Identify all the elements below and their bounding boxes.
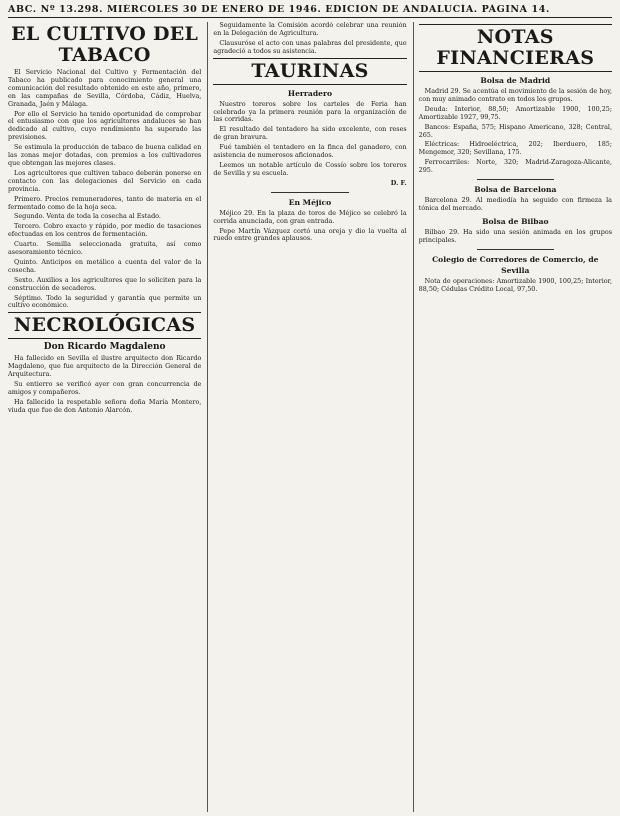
paragraph: Pepe Martín Vázquez cortó una oreja y dio la vuelta al ruedo entre grandes aplausos. <box>213 226 407 243</box>
paragraph: Deuda: Interior, 88,50; Amortizable 1900, 100,25; Amortizable 1927, 99,75. <box>418 104 612 121</box>
paragraph: Sexto. Auxilios a los agricultores que lo soliciten para la construcción de secaderos. <box>8 275 202 292</box>
paragraph: El Servicio Nacional del Cultivo y Fermentación del Tabaco ha publicado para conocimiento general una comunicación del resultado obtenido en este año, primero, en las campañas de Sevilla, Córdoba, Cádiz, Huelva, Granada, Jaén y Málaga. <box>8 68 202 108</box>
divider <box>477 249 554 250</box>
subtitle-bolsa-barcelona: Bolsa de Barcelona <box>474 185 557 195</box>
paragraph: Eléctricas: Hidroeléctrica, 202; Iberduero, 185; Mengemor, 320; Sevillana, 175. <box>418 140 612 157</box>
section-title-taurinas: TAURINAS <box>213 58 406 85</box>
paragraph: Séptimo. Todo la seguridad y garantía que permite un cultivo económico. <box>8 293 202 310</box>
paragraph: Nuestro toreros sobre los carteles de Feria han celebrado ya la primera reunión para la organización de las corridas. <box>213 99 407 124</box>
paragraph: Clausuróse el acto con unas palabras del presidente, que agradeció a todos su asistencia. <box>213 38 407 55</box>
paragraph: Ha fallecido en Sevilla el ilustre arquitecto don Ricardo Magdaleno, que fue arquitecto de la Dirección General de Arquitectura. <box>8 354 202 379</box>
obituary-subtitle: Don Ricardo Magdaleno <box>43 342 166 353</box>
paragraph: Primero. Precios remuneradores, tanto de materia en el fermentado como de la hoja seca. <box>8 194 202 211</box>
columns <box>8 22 612 812</box>
subtitle-bolsa-bilbao: Bolsa de Bilbao <box>482 216 549 226</box>
paragraph: Ferrocarriles: Norte, 320; Madrid-Zaragoza-Alicante, 295. <box>418 158 612 175</box>
paragraph: Méjico 29. En la plaza de toros de Méjico se celebró la corrida anunciada, con gran entrada. <box>213 208 407 225</box>
paragraph: Quinto. Anticipos en metálico a cuenta del valor de la cosecha. <box>8 257 202 274</box>
paragraph: Segundo. Venta de toda la cosecha al Estado. <box>14 212 161 221</box>
column-2 <box>207 22 406 812</box>
paragraph: Bancos: España, 575; Hispano Americano, 328; Central, 265. <box>418 122 612 139</box>
article-body-tabaco <box>8 69 201 310</box>
paragraph: Cuarto. Semilla seleccionada gratuita, así como asesoramiento técnico. <box>8 240 202 257</box>
paragraph: Los agricultores que cultiven tabaco deberán ponerse en contacto con las delegaciones del Servicio en cada provincia. <box>8 168 202 193</box>
paragraph: Fué también el tentadero en la finca del ganadero, con asistencia de numerosos aficionados. <box>213 143 407 160</box>
divider <box>477 179 554 180</box>
paragraph: Ha fallecido la respetable señora doña María Montero, viuda que fue de don Antonio Alarcón. <box>8 397 202 414</box>
paragraph: Tercero. Cobro exacto y rápido, por medio de tasaciones efectuadas en los centros de fermentación. <box>8 222 202 239</box>
paragraph: El resultado del tentadero ha sido excelente, con reses de gran bravura. <box>213 125 407 142</box>
paragraph: Madrid 29. Se acentúa el movimiento de la sesión de hoy, con muy animado contrato en todos los grupos. <box>418 87 612 103</box>
page-header: ABC. Nº 13.298. MIÉRCOLES 30 DE ENERO DE 1946. EDICIÓN DE ANDALUCÍA. PÁGINA 14. <box>8 4 612 18</box>
column-3 <box>413 22 612 812</box>
article-subtitle-herradero: Herradero <box>287 88 333 98</box>
divider <box>271 192 348 193</box>
paragraph: Seguidamente la Comisión acordó celebrar una reunión en la Delegación de Agricultura. <box>213 22 407 37</box>
paragraph: Leemos un notable artículo de Cossío sobre los toreros de Sevilla y su escuela. <box>213 160 407 177</box>
paragraph: Se estimula la producción de tabaco de buena calidad en las zonas mejor dotadas, con premios a los cultivadores que obtengan las mejores clases. <box>8 143 202 167</box>
paragraph: Barcelona 29. Al mediodía ha seguido con firmeza la tónica del mercado. <box>418 196 612 212</box>
section-title-notas-financieras: NOTAS FINANCIERAS <box>419 24 612 72</box>
paragraph: Nota de operaciones: Amortizable 1900, 100,25; Interior, 88,50; Cédulas Crédito Local, 97,50. <box>418 276 612 293</box>
section-title-necrologicas: NECROLÓGICAS <box>8 312 201 339</box>
article-signature: D. F. <box>390 178 407 187</box>
paragraph: Bilbao 29. Ha sido una sesión animada en los grupos principales. <box>418 227 612 244</box>
paragraph: Por ello el Servicio ha tenido oportunidad de comprobar el entusiasmo con que los agricultores andaluces se han dedicado al cultivo, cuyo rendimiento ha superado las previsiones. <box>8 109 202 142</box>
paragraph: Su entierro se verificó ayer con gran concurrencia de amigos y compañeros. <box>8 380 202 396</box>
news-title-mejico: En Méjico <box>288 197 332 207</box>
subtitle-colegio-corredores: Colegio de Corredores de Comercio, de Sevilla <box>432 254 599 275</box>
column-1 <box>8 22 201 812</box>
article-title-tabaco: EL CULTIVO DEL TABACO <box>11 23 199 66</box>
subtitle-bolsa-madrid: Bolsa de Madrid <box>480 76 551 85</box>
